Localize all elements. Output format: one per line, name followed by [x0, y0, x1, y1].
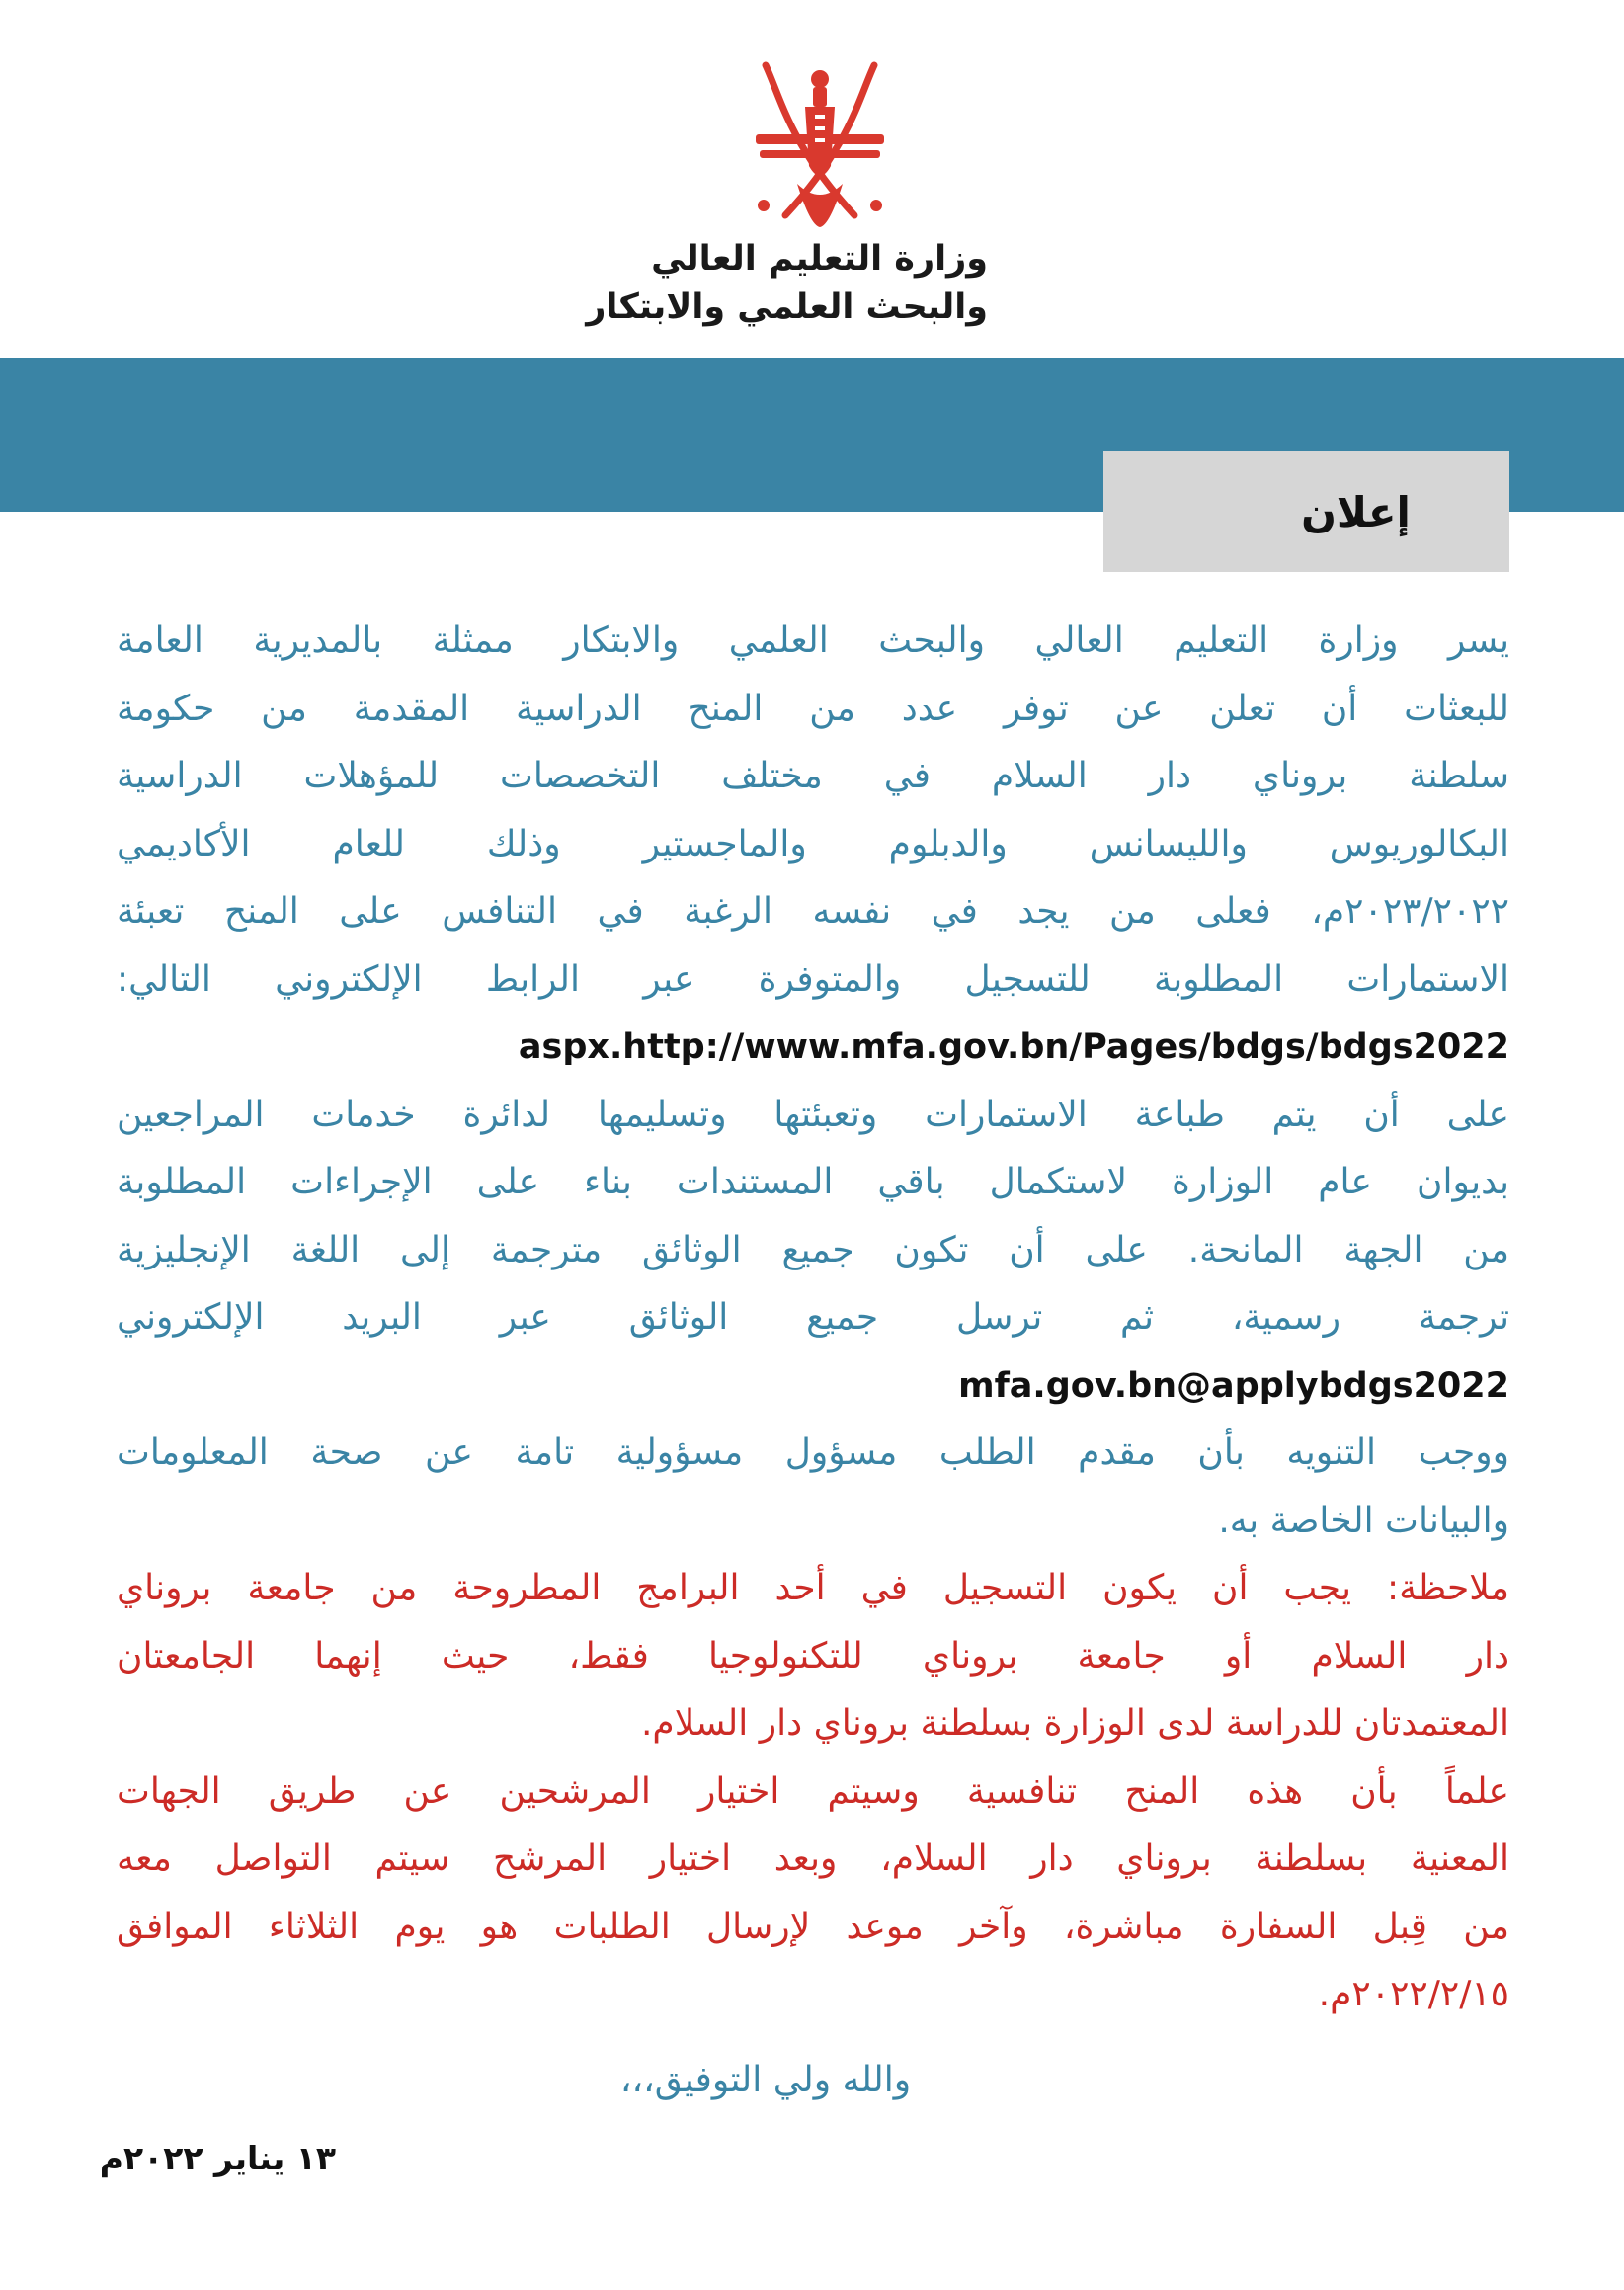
body-line: ٢٠٢٣/٢٠٢٢م، فعلى من يجد في نفسه الرغبة في التنافس على المنح تعبئة — [117, 891, 1509, 932]
registration-link[interactable]: aspx.http://www.mfa.gov.bn/Pages/bdgs/bdgs2022 — [518, 1027, 1509, 1067]
body-line: يسر وزارة التعليم العالي والبحث العلمي والابتكار ممثلة بالمديرية العامة — [117, 620, 1509, 661]
body-line: للبعثات أن تعلن عن توفر عدد من المنح الدراسية المقدمة من حكومة — [117, 688, 1509, 729]
body-line: ووجب التنويه بأن مقدم الطلب مسؤول مسؤولية تامة عن صحة المعلومات — [117, 1432, 1509, 1473]
oman-emblem-icon — [736, 57, 904, 235]
issue-date: ١٣ يناير ٢٠٢٢م — [99, 2139, 336, 2177]
body-line: ترجمة رسمية، ثم ترسل جميع الوثائق عبر البريد الإلكتروني — [117, 1297, 1509, 1338]
note-line: من قِبل السفارة مباشرة، وآخر موعد لإرسال الطلبات هو يوم الثلاثاء الموافق — [117, 1906, 1509, 1947]
note-line: ٢٠٢٢/٢/١٥م. — [1318, 1974, 1509, 2014]
announcement-body — [117, 608, 1509, 2029]
note-line: ملاحظة: يجب أن يكون التسجيل في أحد البرامج المطروحة من جامعة بروناي — [117, 1568, 1509, 1608]
note-line: دار السلام أو جامعة بروناي للتكنولوجيا فقط، حيث إنهما الجامعتان — [117, 1635, 1509, 1677]
note-line: علماً بأن هذه المنح تنافسية وسيتم اختيار المرشحين عن طريق الجهات — [117, 1770, 1509, 1812]
email-address[interactable]: mfa.gov.bn@applybdgs2022 — [958, 1365, 1509, 1406]
note-line: المعنية بسلطنة بروناي دار السلام، وبعد اختيار المرشح سيتم التواصل معه — [117, 1839, 1509, 1879]
announcement-title-box — [1103, 451, 1509, 572]
body-line: بديوان عام الوزارة لاستكمال باقي المستندات بناء على الإجراءات المطلوبة — [117, 1162, 1509, 1202]
body-line: من الجهة المانحة. على أن تكون جميع الوثائق مترجمة إلى اللغة الإنجليزية — [117, 1229, 1509, 1270]
ministry-line-2: والبحث العلمي والابتكار — [586, 287, 988, 327]
body-line: على أن يتم طباعة الاستمارات وتعبئتها وتسليمها لدائرة خدمات المراجعين — [117, 1094, 1509, 1135]
body-line: والبيانات الخاصة به. — [1218, 1500, 1509, 1541]
body-line: البكالوريوس والليسانس والدبلوم والماجستير وذلك للعام الأكاديمي — [117, 823, 1509, 864]
announcement-title: إعلان — [1301, 487, 1411, 536]
ministry-name — [514, 235, 988, 332]
ministry-line-1: وزارة التعليم العالي — [651, 239, 988, 279]
body-line: الاستمارات المطلوبة للتسجيل والمتوفرة عبر الرابط الإلكتروني التالي: — [117, 958, 1509, 1000]
closing-phrase: والله ولي التوفيق،،، — [619, 2060, 912, 2100]
note-line: المعتمدتان للدراسة لدى الوزارة بسلطنة بروناي دار السلام. — [640, 1703, 1509, 1744]
body-line: سلطنة بروناي دار السلام في مختلف التخصصات للمؤهلات الدراسية — [117, 756, 1509, 796]
